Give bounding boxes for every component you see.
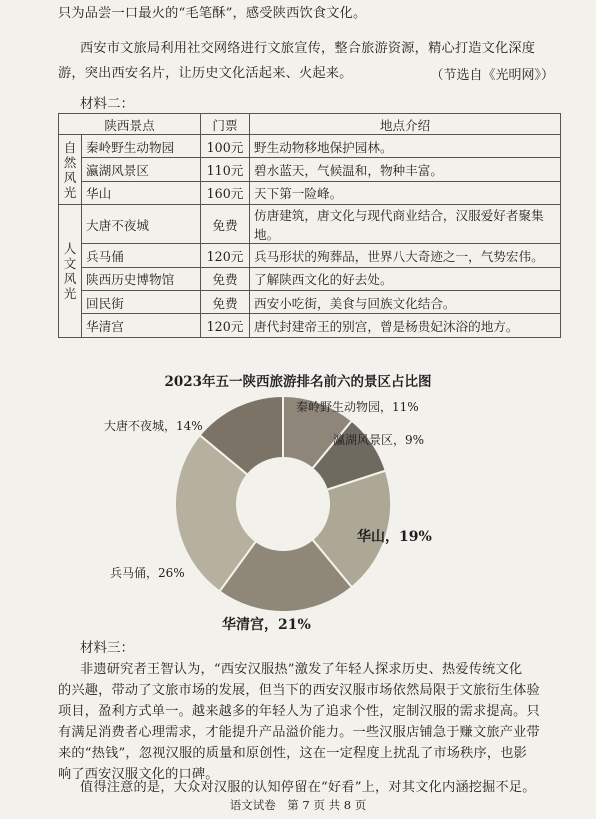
spot-price: 120元 [201,314,250,337]
spot-name: 华山 [82,181,201,204]
spot-name: 大唐不夜城 [82,205,201,244]
category-cell: 自然风光 [59,135,82,205]
paragraph-line: 项目，盈利方式单一。越来越多的年轻人为了追求个性，定制汉服的需求提高。只 [58,704,540,719]
spot-price: 120元 [201,244,250,267]
material2-label: 材料二： [80,96,134,112]
spot-price: 110元 [201,158,250,181]
spot-name: 秦岭野生动物园 [82,135,201,158]
spot-intro: 天下第一险峰。 [250,181,561,204]
paragraph-line: 西安市文旅局利用社交网络进行文旅宣传，整合旅游资源，精心打造文化深度 [80,41,536,56]
slice-label-datang: 大唐不夜城，14% [104,419,203,433]
paragraph-line: 的兴趣，带动了文旅市场的发展，但当下的西安汉服市场依然局限于文旅衍生体验 [58,683,540,698]
spot-price: 免费 [201,290,250,313]
chart-title: 2023年五一陕西旅游排名前六的景区占比图 [164,374,432,390]
paragraph-line: 值得注意的是，大众对汉服的认知停留在“好看”上，对其文化内涵挖掘不足。 [80,780,536,795]
slice-label-huaqinggong: 华清宫，21% [222,617,311,633]
table-header-cell: 地点介绍 [250,114,561,135]
spot-name: 陕西历史博物馆 [82,267,201,290]
slice-label-yinghu: 瀛湖风景区，9% [333,433,425,447]
source-citation: （节选自《光明网》） [430,68,554,83]
slice-label-huashan: 华山，19% [357,529,432,545]
spot-intro: 兵马形状的殉葬品，世界八大奇迹之一，气势宏伟。 [250,244,561,267]
paragraph-line: 有满足消费者心理需求，才能提升产品溢价能力。一些汉服店铺急于赚文旅产业带 [58,725,540,740]
spot-price: 免费 [201,205,250,244]
spot-name: 兵马俑 [82,244,201,267]
table-header-cell: 门票 [201,114,250,135]
slice-label-qinling: 秦岭野生动物园，11% [296,400,419,414]
spot-intro: 了解陕西文化的好去处。 [250,267,561,290]
spot-price: 免费 [201,267,250,290]
paragraph-line: 游，突出西安名片，让历史文化活起来、火起来。 [58,66,353,81]
spot-intro: 西安小吃街，美食与回族文化结合。 [250,290,561,313]
slice-label-bingmayong: 兵马俑，26% [110,566,185,580]
spot-name: 回民街 [82,290,201,313]
spot-intro: 唐代封建帝王的别宫，曾是杨贵妃沐浴的地方。 [250,314,561,337]
page-footer: 语文试卷 第 7 页 共 8 页 [229,798,367,812]
material3-label: 材料三： [80,640,134,656]
spot-name: 华清宫 [82,314,201,337]
paragraph-line: 响了西安汉服文化的口碑。 [58,767,219,782]
spot-intro: 碧水蓝天，气候温和，物种丰富。 [250,158,561,181]
paragraph-line: 来的“热钱”，忽视汉服的质量和原创性，这在一定程度上扰乱了市场秩序，也影 [58,746,528,761]
paragraph-line: 非遗研究者王智认为，“西安汉服热”激发了年轻人探求历史、热爱传统文化 [80,662,523,677]
spot-intro: 仿唐建筑，唐文化与现代商业结合，汉服爱好者聚集地。 [250,205,561,244]
spot-intro: 野生动物移地保护园林。 [250,135,561,158]
spot-price: 100元 [201,135,250,158]
paragraph-line: 只为品尝一口最火的“毛笔酥”，感受陕西饮食文化。 [58,6,367,21]
spot-price: 160元 [201,181,250,204]
table-header-cell: 陕西景点 [59,114,201,135]
category-cell: 人文风光 [59,205,82,338]
spot-name: 瀛湖风景区 [82,158,201,181]
